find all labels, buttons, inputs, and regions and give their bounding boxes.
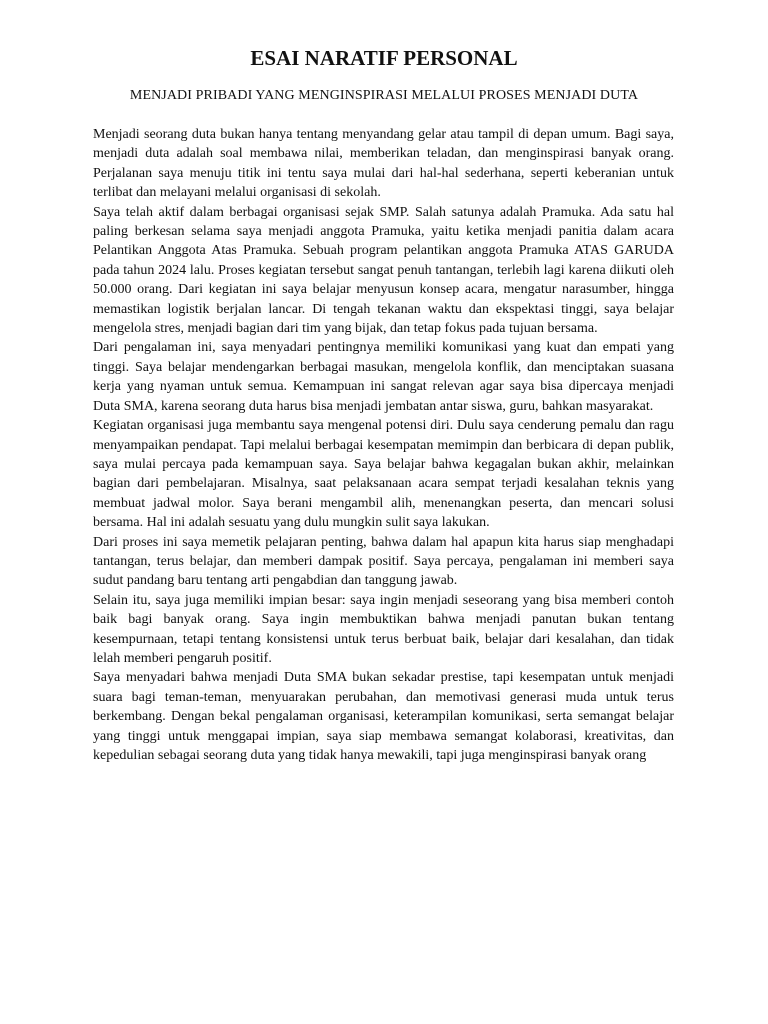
body-paragraph: Selain itu, saya juga memiliki impian besar: saya ingin menjadi seseorang yang bisa memberi contoh baik bagi banyak orang. Saya ingin membuktikan bahwa menjadi panutan bukan tentang kesempurnaan, tetapi tentang konsistensi untuk terus berbuat baik, belajar dari kesalahan, dan tidak lelah memberi pengaruh positif. — [93, 592, 674, 666]
body-paragraph: Saya menyadari bahwa menjadi Duta SMA bukan sekadar prestise, tapi kesempatan untuk menjadi suara bagi teman-teman, menyuarakan perubahan, dan memotivasi generasi muda untuk terus berkembang. Dengan bekal pengalaman organisasi, keterampilan komunikasi, serta semangat belajar yang tinggi untuk menggapai impian, saya siap membawa semangat kolaborasi, kreativitas, dan kepedulian sebagai seorang duta yang tidak hanya mewakili, tapi juga menginspirasi banyak orang — [93, 670, 674, 763]
document-subtitle: MENJADI PRIBADI YANG MENGINSPIRASI MELALUI PROSES MENJADI DUTA — [129, 88, 639, 103]
body-paragraph: Menjadi seorang duta bukan hanya tentang menyandang gelar atau tampil di depan umum. Bagi saya, menjadi duta adalah soal membawa nilai, memberikan teladan, dan menginspirasi banyak orang. Perjalanan saya menuju titik ini tentu saya mulai dari hal-hal sederhana, seperti keberanian untuk terlibat dan melayani melalui organisasi di sekolah. — [93, 127, 674, 201]
body-paragraph: Kegiatan organisasi juga membantu saya mengenal potensi diri. Dulu saya cenderung pemalu dan ragu menyampaikan pendapat. Tapi melalui berbagai kesempatan memimpin dan berbicara di depan publik, saya mulai percaya pada kemampuan saya. Saya belajar bahwa kegagalan bukan akhir, melainkan bagian dari pembelajaran. Misalnya, saat pelaksanaan acara sempat terjadi kesalahan teknis yang membuat jadwal molor. Saya berani mengambil alih, menenangkan peserta, dan mencari solusi bersama. Hal ini adalah sesuatu yang dulu mungkin sulit saya lakukan. — [93, 418, 674, 531]
body-paragraph: Dari proses ini saya memetik pelajaran penting, bahwa dalam hal apapun kita harus siap menghadapi tantangan, terus belajar, dan memberi dampak positif. Saya percaya, pengalaman ini memberi saya sudut pandang baru tentang arti pengabdian dan tanggung jawab. — [93, 534, 674, 589]
document-body — [93, 125, 674, 765]
document-title: ESAI NARATIF PERSONAL — [250, 46, 518, 70]
body-paragraph: Dari pengalaman ini, saya menyadari pentingnya memiliki komunikasi yang kuat dan empati yang tinggi. Saya belajar mendengarkan berbagai masukan, mengelola konflik, dan menciptakan suasana kerja yang nyaman untuk semua. Kemampuan ini sangat relevan agar saya bisa dipercaya menjadi Duta SMA, karena seorang duta harus bisa menjadi jembatan antar siswa, guru, bahkan masyarakat. — [93, 340, 674, 414]
body-paragraph: Saya telah aktif dalam berbagai organisasi sejak SMP. Salah satunya adalah Pramuka. Ada satu hal paling berkesan selama saya menjadi anggota Pramuka, yaitu ketika menjadi panitia dalam acara Pelantikan Anggota Atas Pramuka. Sebuah program pelantikan anggota Pramuka ATAS GARUDA pada tahun 2024 lalu. Proses kegiatan tersebut sangat penuh tantangan, terlebih lagi karena diikuti oleh 50.000 orang. Dari kegiatan ini saya belajar menyusun konsep acara, mengatur narasumber, hingga memastikan logistik berjalan lancar. Di tengah tekanan waktu dan ekspektasi tinggi, saya belajar mengelola stres, menjadi bagian dari tim yang bijak, dan tetap fokus pada tujuan bersama. — [93, 204, 674, 337]
